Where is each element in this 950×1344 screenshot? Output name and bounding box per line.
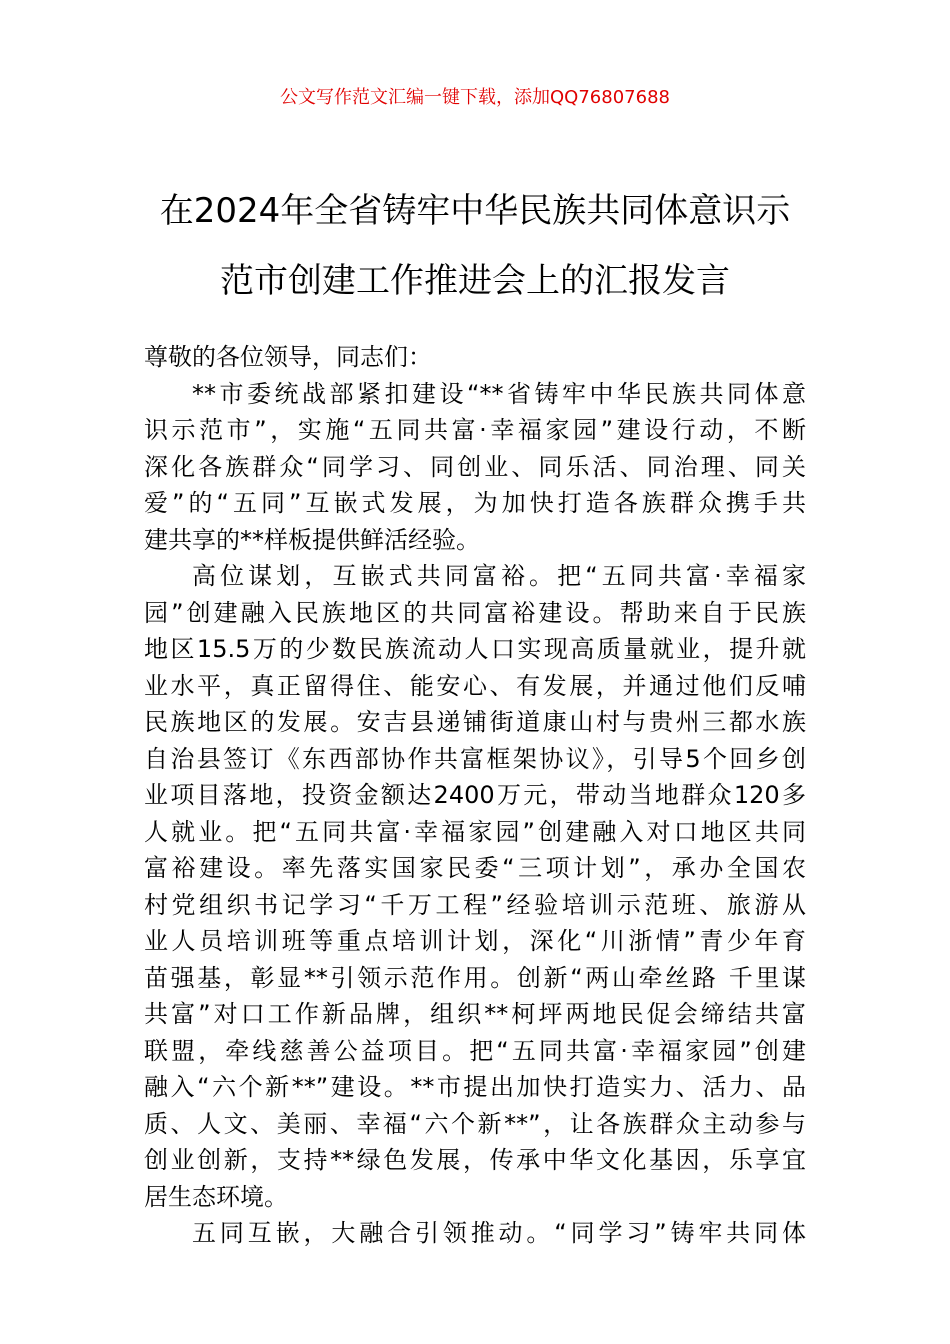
paragraph-3 (144, 1215, 806, 1252)
paragraph-line: **市委统战部紧扣建设“**省铸牢中华民族共同体意 (192, 379, 806, 408)
paragraph-line: 融入“六个新**”建设。**市提出加快打造实力、活力、品 (144, 1073, 806, 1101)
paragraph-line: 民族地区的发展。安吉县递铺街道康山村与贵州三都水族 (144, 708, 806, 736)
paragraph-line: 质、人文、美丽、幸福“六个新**”，让各族群众主动参与 (144, 1109, 806, 1138)
paragraph-line: 业人员培训班等重点培训计划，深化“川浙情”青少年育 (144, 927, 806, 955)
paragraph-line: 人就业。把“五同共富·幸福家园”创建融入对口地区共同 (144, 817, 806, 846)
paragraph-2 (144, 558, 806, 1215)
paragraph-line: 业水平，真正留得住、能安心、有发展，并通过他们反哺 (144, 671, 806, 700)
paragraph-line: 自治县签订《东西部协作共富框架协议》，引导5个回乡创 (144, 744, 806, 773)
header-note: 公文写作范文汇编一键下载，添加QQ76807688 (280, 87, 670, 108)
paragraph-line: 居生态环境。 (144, 1182, 288, 1211)
paragraph-line: 联盟，牵线慈善公益项目。把“五同共富·幸福家园”创建 (144, 1036, 806, 1065)
paragraph-line: 苗强基，彰显**引领示范作用。创新“两山牵丝路 千里谋 (144, 963, 806, 992)
paragraph-line: 爱”的“五同”互嵌式发展，为加快打造各族群众携手共 (144, 489, 806, 517)
salutation: 尊敬的各位领导，同志们： (144, 343, 432, 371)
paragraph-line: 富裕建设。率先落实国家民委“三项计划”，承办全国农 (144, 854, 806, 882)
paragraph-line: 园”创建融入民族地区的共同富裕建设。帮助来自于民族 (144, 598, 806, 627)
document-body (144, 339, 806, 1252)
paragraph-line: 地区15.5万的少数民族流动人口实现高质量就业，提升就 (144, 635, 806, 663)
paragraph-line: 高位谋划，互嵌式共同富裕。把“五同共富·幸福家 (192, 562, 806, 590)
paragraph-line: 深化各族群众“同学习、同创业、同乐活、同治理、同关 (144, 452, 806, 481)
title-line-2: 范市创建工作推进会上的汇报发言 (220, 261, 730, 301)
paragraph-line: 创业创新，支持**绿色发展，传承中华文化基因，乐享宜 (144, 1146, 806, 1174)
paragraph-line: 识示范市”，实施“五同共富·幸福家园”建设行动，不断 (144, 416, 806, 444)
paragraph-line: 建共享的**样板提供鲜活经验。 (144, 525, 480, 554)
paragraph-line: 共富”对口工作新品牌，组织**柯坪两地民促会缔结共富 (144, 1000, 806, 1028)
paragraph-line: 村党组织书记学习“千万工程”经验培训示范班、旅游从 (144, 890, 806, 919)
document-title (120, 176, 830, 316)
paragraph-line: 业项目落地，投资金额达2400万元，带动当地群众120多 (144, 781, 806, 809)
paragraph-1 (144, 376, 806, 559)
title-line-1: 在2024年全省铸牢中华民族共同体意识示 (159, 191, 791, 231)
paragraph-line: 五同互嵌，大融合引领推动。“同学习”铸牢共同体 (192, 1219, 806, 1247)
